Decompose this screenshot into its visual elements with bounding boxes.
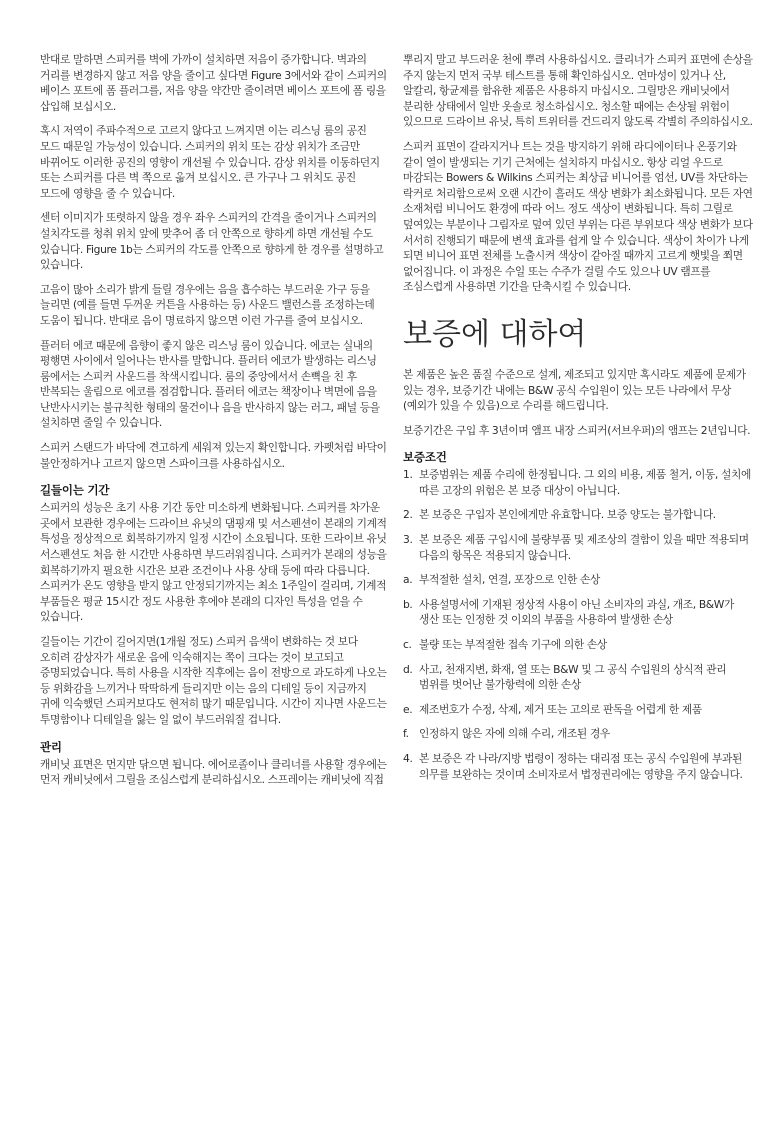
list-marker: b. <box>403 597 413 611</box>
list-item-text: 불량 또는 부적절한 접속 기구에 의한 손상 <box>419 638 607 652</box>
list-item-text: 본 보증은 각 나라/지방 법령이 정하는 대리점 또는 공식 수입원에 부과된 의무를 보완하는 것이며 소비자로서 법정권리에는 영향을 주지 않습니다. <box>419 752 743 781</box>
list-item <box>403 702 755 718</box>
list-item-text: 사고, 천재지변, 화재, 열 또는 B&W 및 그 공식 수입원의 상식적 관리 범위를 벗어난 불가항력에 의한 손상 <box>419 662 727 692</box>
list-item <box>403 751 755 782</box>
list-marker: 1. <box>403 468 413 482</box>
warranty-title: 보증에 대하여 <box>403 316 587 352</box>
stand-spike-paragraph: 스피커 스탠드가 바닥에 견고하게 세워져 있는지 확인합니다. 카펫처럼 바닥이 불안정하거나 고르지 않으면 스파이크를 사용하십시오. <box>40 441 387 470</box>
list-marker: 4. <box>403 752 413 765</box>
list-marker: 2. <box>403 508 413 522</box>
right-column <box>403 52 755 791</box>
left-column <box>40 52 387 797</box>
list-item <box>403 662 755 693</box>
list-item-text: 보증범위는 제품 수리에 한정됩니다. 그 외의 비용, 제품 철거, 이동, 설치에 따른 고장의 위험은 본 보증 대상이 아닙니다. <box>419 468 751 497</box>
list-item <box>403 467 755 498</box>
room-mode-paragraph: 혹시 저역이 주파수적으로 고르지 않다고 느껴지면 이는 리스닝 룸의 공진 모드 때문일 가능성이 있습니다. 스피커의 위치 또는 감상 위치가 조금만 바뀌어도 이러한 공진의 영향이 개선될 수 있습니다. 감상 위치를 이동하던지 또는 스피커를 다른 벽 쪽으로 옮겨 보십시오. 큰 가구나 그 위치도 공진 모드에 영향을 줄 수 있습니다. <box>40 124 380 200</box>
break-in-paragraph-2: 길들이는 기간이 길어지면(1개월 정도) 스피커 음색이 변화하는 것 보다 오히려 감상자가 새로운 음에 익숙해지는 쪽이 크다는 것이 보고되고 증명되었습니다. 특히 사용을 시작한 직후에는 음이 전방으로 과도하게 나오는 등 위화감을 느끼거나 딱딱하게 들리지만 이는 음의 디테일 등이 지금까지 귀에 익숙했던 스피커보다도 현저히 많기 때문입니다. 시간이 지나면 사운드는 투명함이나 디테일을 잃는 일 없이 부드러워질 겁니다. <box>40 635 387 726</box>
flutter-echo-paragraph: 플러터 에코 때문에 음향이 좋지 않은 리스닝 룸이 있습니다. 에코는 실내의 평행면 사이에서 일어나는 반사를 말합니다. 플러터 에코가 발생하는 리스닝 룸에서는 스피커 사운드를 착색시킵니다. 룸의 중앙에서서 손뼉을 친 후 반복되는 울림으로 에코를 점검합니다. 플러터 에코는 책장이나 벽면에 음을 난반사시키는 불규칙한 형태의 물건이나 음을 반사하지 않는 러그, 패널 등을 설치하면 줄일 수 있습니다. <box>40 338 380 430</box>
warranty-intro-paragraph: 본 제품은 높은 품질 수준으로 설계, 제조되고 있지만 혹시라도 제품에 문제가 있는 경우, 보증기간 내에는 B&W 공식 수입원이 있는 모든 나라에서 무상(예외가 있을 수 있음)으로 수리를 해드립니다. <box>403 367 746 413</box>
treble-balance-paragraph: 고음이 많아 소리가 밝게 들릴 경우에는 음을 흡수하는 부드러운 가구 등을 늘리면 (예를 들면 두꺼운 커튼을 사용하는 등) 사운드 밸런스를 조정하는데 도움이 됩니다. 반대로 음이 명료하지 않으면 이런 가구를 줄여 보십시오. <box>40 282 375 327</box>
conditions-list <box>403 467 755 782</box>
list-marker: a. <box>403 573 413 587</box>
list-marker: f. <box>403 727 409 741</box>
list-item <box>403 507 755 523</box>
list-marker: e. <box>403 702 413 716</box>
break-in-heading: 길들이는 기간 <box>40 483 110 498</box>
list-item-text: 본 보증은 구입자 본인에게만 유효합니다. 보증 양도는 불가합니다. <box>419 508 716 522</box>
list-marker: c. <box>403 638 412 652</box>
veneer-paragraph: 스피커 표면이 갈라지거나 트는 것을 방지하기 위해 라디에이터나 온풍기와 같이 열이 발생되는 기기 근처에는 설치하지 마십시오. 항상 리얼 우드로 마감되는 Bowers & Wilkins 스피커는 최상급 비니어를 엄선, UV를 차단하는 락커로 처리함으로써 오랜 시간이 흘러도 색상 변화가 최소화됩니다. 모든 자연 소재처럼 비니어도 환경에 따라 어느 정도 색상이 변화됩니다. 특히 그릴로 덮여있는 부분이나 그림자로 덮여 있던 부위는 다른 부위보다 색상 변화가 보다 서서히 진행되기 때문에 변색 효과를 쉽게 알 수 있습니다. 색상이 차이가 나게 되면 비니어 표면 전체를 노출시켜 색상이 같아질 때까지 고르게 햇빛을 쬐면 없어집니다. 이 과정은 수일 또는 수주가 걸릴 수도 있으나 UV 램프를 조심스럽게 사용하면 기간을 단축시킬 수 있습니다. <box>403 139 753 294</box>
list-item <box>403 637 755 653</box>
list-marker: d. <box>403 662 413 676</box>
list-item-text: 사용설명서에 기재된 정상적 사용이 아닌 소비자의 과실, 개조, B&W가 생산 또는 인정한 것 이외의 부품을 사용하여 발생한 손상 <box>419 597 734 627</box>
break-in-paragraph-1: 스피커의 성능은 초기 사용 기간 동안 미소하게 변화됩니다. 스피커를 차가운 곳에서 보관한 경우에는 드라이브 유닛의 댐핑재 및 서스펜션이 본래의 기계적 특성을 정상적으로 회복하기까지 일정 시간이 소요됩니다. 또한 드라이브 유닛 서스펜션도 처음 한 시간만 사용하면 부드러워집니다. 스피커가 본래의 성능을 회복하기까지 필요한 시간은 보관 조건이나 사용 상태 등에 따라 다릅니다. 스피커가 온도 영향을 받지 않고 안정되기까지는 최소 1주일이 걸리며, 기계적 부품들은 평균 15시간 정도 사용한 후에야 본래의 디자인 특성을 얻을 수 있습니다. <box>40 501 387 624</box>
list-item <box>403 532 755 563</box>
conditions-heading: 보증조건 <box>403 450 447 465</box>
placement-bass-paragraph: 반대로 말하면 스피커를 벽에 가까이 설치하면 저음이 증가합니다. 벽과의 거리를 변경하지 않고 저음 양을 줄이고 싶다면 Figure 3에서와 같이 스피커의 베이스 포트에 폼 플러그를, 저음 양을 약간만 줄이려면 베이스 포트에 폼 링을 삽입해 보십시오. <box>40 53 387 113</box>
list-item <box>403 597 755 628</box>
care-paragraph: 캐비닛 표면은 먼지만 닦으면 됩니다. 에어로졸이나 클리너를 사용할 경우에는 먼저 캐비닛에서 그릴을 조심스럽게 분리하십시오. 스프레이는 캐비닛에 직접 <box>40 757 387 787</box>
list-item-text: 제조번호가 수정, 삭제, 제거 또는 고의로 판독을 어렵게 한 제품 <box>419 702 702 716</box>
warranty-period-paragraph: 보증기간은 구입 후 3년이며 앰프 내장 스피커(서브우퍼)의 앰프는 2년입니다. <box>403 423 751 437</box>
list-marker: 3. <box>403 533 413 547</box>
cleaning-paragraph: 뿌리지 말고 부드러운 천에 뿌려 사용하십시오. 클리너가 스피커 표면에 손상을 주지 않는지 먼저 국부 테스트를 통해 확인하십시오. 연마성이 있거나 산, 알칼리, 항균제를 함유한 제품은 사용하지 마십시오. 그릴망은 캐비닛에서 분리한 상태에서 일반 옷솔로 청소하십시오. 청소할 때에는 손상될 위험이 있으므로 드라이브 유닛, 특히 트위터를 건드리지 않도록 각별히 주의하십시오. <box>403 53 753 129</box>
list-item <box>403 726 755 742</box>
list-item-text: 인정하지 않은 자에 의해 수리, 개조된 경우 <box>419 727 610 741</box>
list-item-text: 부적절한 설치, 연결, 포장으로 인한 손상 <box>419 573 600 587</box>
list-item <box>403 572 755 588</box>
list-item-text: 본 보증은 제품 구입시에 불량부품 및 제조상의 결함이 있을 때만 적용되며 다음의 항목은 적용되지 않습니다. <box>419 533 749 562</box>
care-heading: 관리 <box>40 739 62 754</box>
center-image-paragraph: 센터 이미지가 또렷하지 않을 경우 좌우 스피커의 간격을 줄이거나 스피커의 설치각도를 청취 위치 앞에 맞추어 좀 더 안쪽으로 향하게 하면 개선될 수도 있습니다. Figure 1b는 스피커의 각도를 안쪽으로 향하게 한 경우를 설명하고 있습니다. <box>40 211 384 272</box>
